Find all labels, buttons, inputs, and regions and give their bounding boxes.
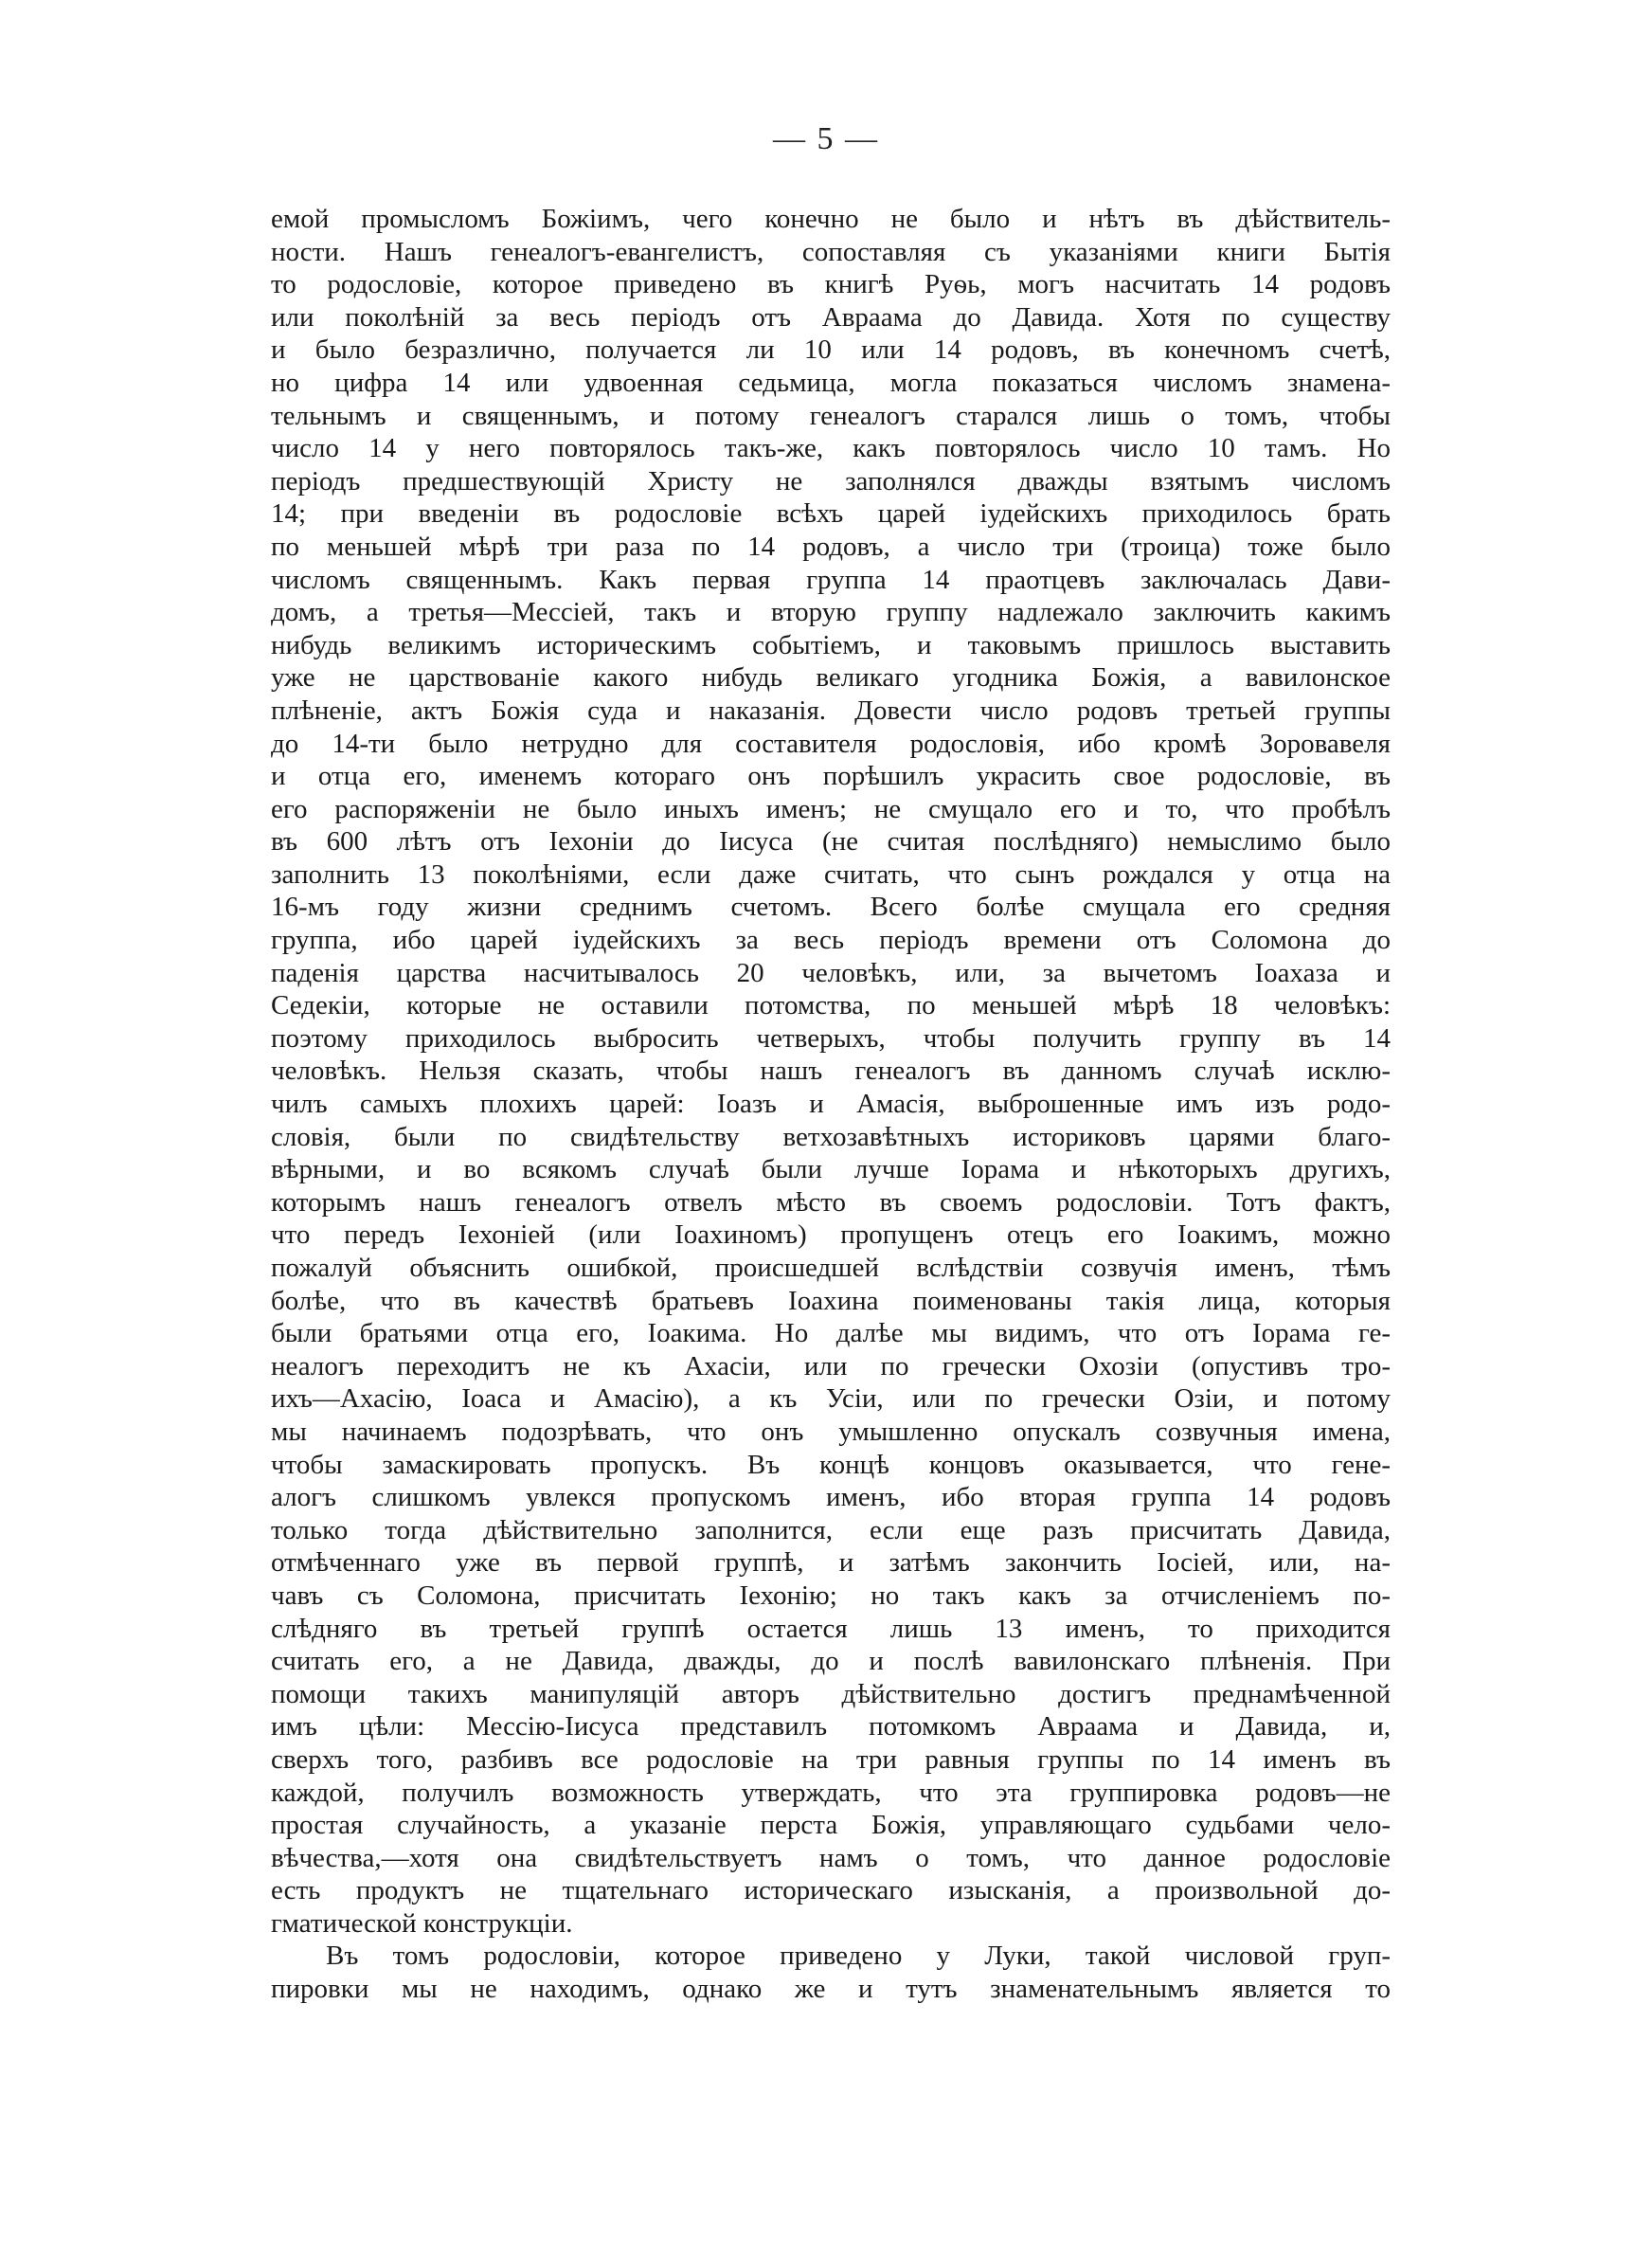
text-line: его распоряженіи не было иныхъ именъ; не смущало его и то, что пробѣлъ (271, 793, 1391, 824)
text-line: уже не царствованіе какого нибудь великаго угодника Божія, а вавилонское (271, 662, 1391, 694)
text-line: чавъ съ Соломона, присчитать Іехонію; но такъ какъ за отчисленіемъ по- (271, 1580, 1391, 1611)
text-line: пожалуй объяснить ошибкой, происшедшей вслѣдствіи созвучія именъ, тѣмъ (271, 1253, 1391, 1283)
text-line: или поколѣній за весь періодъ отъ Авраама до Давида. Хотя по существу (271, 301, 1391, 333)
text-line: только тогда дѣйствительно заполнится, если еще разъ присчитать Давида, (271, 1514, 1391, 1545)
text-line: отмѣченнаго уже въ первой группѣ, и затѣмъ закончить Іосіей, или, на- (271, 1547, 1391, 1579)
paragraph (271, 1940, 1391, 2005)
page-number: — 5 — (773, 121, 879, 156)
text-line: алогъ слишкомъ увлекся пропускомъ именъ, ибо вторая группа 14 родовъ (271, 1482, 1391, 1513)
text-line: до 14-ти было нетрудно для составителя родословія, ибо кромѣ Зоровавеля (271, 728, 1391, 759)
text-line: помощи такихъ манипуляцій авторъ дѣйствительно достигъ преднамѣченной (271, 1678, 1391, 1709)
text-line: каждой, получилъ возможность утверждать, что эта группировка родовъ—не (271, 1777, 1391, 1808)
text-line: и было безразлично, получается ли 10 или 14 родовъ, въ конечномъ счетѣ, (271, 334, 1391, 366)
text-line: домъ, а третья—Мессіей, такъ и вторую группу надлежало заключить какимъ (271, 597, 1391, 628)
text-line: по меньшей мѣрѣ три раза по 14 родовъ, а число три (троица) тоже было (271, 531, 1391, 562)
text-line: паденія царства насчитывалось 20 человѣкъ, или, за вычетомъ Іоахаза и (271, 957, 1391, 988)
text-line: пировки мы не находимъ, однако же и тутъ знаменательнымъ является то (271, 1974, 1391, 2005)
text-line: вѣчества,—хотя она свидѣтельствуетъ намъ о томъ, что данное родословіе (271, 1842, 1391, 1873)
text-line: болѣе, что въ качествѣ братьевъ Іоахина поименованы такія лица, которыя (271, 1285, 1391, 1316)
body-text (271, 203, 1391, 2006)
text-line: были братьями отца его, Іоакима. Но далѣе мы видимъ, что отъ Іорама ге- (271, 1318, 1391, 1349)
text-line: мы начинаемъ подозрѣвать, что онъ умышленно опускалъ созвучныя имена, (271, 1416, 1391, 1447)
text-line: вѣрными, и во всякомъ случаѣ были лучше Іорама и нѣкоторыхъ другихъ, (271, 1154, 1391, 1185)
text-line: есть продуктъ не тщательнаго историческаго изысканія, а произвольной до- (271, 1875, 1391, 1906)
text-line: которымъ нашъ генеалогъ отвелъ мѣсто въ своемъ родословіи. Тотъ фактъ, (271, 1186, 1391, 1218)
text-line: тельнымъ и священнымъ, и потому генеалогъ старался лишь о томъ, чтобы (271, 400, 1391, 431)
text-line: ихъ—Ахасію, Іоаса и Амасію), а къ Усіи, или по гречески Озіи, и потому (271, 1383, 1391, 1415)
text-line: емой промысломъ Божіимъ, чего конечно не было и нѣтъ въ дѣйствитель- (271, 204, 1391, 234)
text-line: считать его, а не Давида, дважды, до и послѣ вавилонскаго плѣненія. При (271, 1646, 1391, 1677)
text-line: числомъ священнымъ. Какъ первая группа 14 праотцевъ заключалась Дави- (271, 564, 1391, 595)
text-line: поэтому приходилось выбросить четверыхъ, чтобы получить группу въ 14 (271, 1022, 1391, 1054)
text-line: сверхъ того, разбивъ все родословіе на три равныя группы по 14 именъ въ (271, 1743, 1391, 1775)
text-line: заполнить 13 поколѣніями, если даже считать, что сынъ рождался у отца на (271, 858, 1391, 890)
text-line: періодъ предшествующій Христу не заполнялся дважды взятымъ числомъ (271, 465, 1391, 497)
text-line: Въ томъ родословіи, которое приведено у Луки, такой числовой груп- (326, 1941, 1391, 1972)
text-line: плѣненіе, актъ Божія суда и наказанія. Довести число родовъ третьей группы (271, 695, 1391, 726)
text-line: чилъ самыхъ плохихъ царей: Іоазъ и Амасія, выброшенные имъ изъ родо- (271, 1089, 1391, 1120)
text-line: ности. Нашъ генеалогъ-евангелистъ, сопоставляя съ указаніями книги Бытія (271, 236, 1391, 267)
text-line: гматической конструкціи. (271, 1907, 573, 1939)
text-line: человѣкъ. Нельзя сказать, чтобы нашъ генеалогъ въ данномъ случаѣ исклю- (271, 1056, 1391, 1087)
text-line: простая случайность, а указаніе перста Божія, управляющаго судьбами чело- (271, 1810, 1391, 1841)
text-line: число 14 у него повторялось такъ-же, какъ повторялось число 10 тамъ. Но (271, 433, 1391, 464)
text-line: 14; при введеніи въ родословіе всѣхъ царей іудейскихъ приходилось брать (271, 498, 1391, 530)
text-line: въ 600 лѣтъ отъ Іехоніи до Іисуса (не считая послѣдняго) немыслимо было (271, 826, 1391, 858)
text-line: Седекіи, которые не оставили потомства, по меньшей мѣрѣ 18 человѣкъ: (271, 990, 1391, 1021)
text-line: группа, ибо царей іудейскихъ за весь періодъ времени отъ Соломона до (271, 925, 1391, 956)
text-line: нибудь великимъ историческимъ событіемъ, и таковымъ пришлось выставить (271, 629, 1391, 660)
text-line: неалогъ переходитъ не къ Ахасіи, или по гречески Охозіи (опустивъ тро- (271, 1350, 1391, 1381)
text-line: то родословіе, которое приведено въ книгѣ Руѳь, могъ насчитать 14 родовъ (271, 269, 1391, 300)
text-line: но цифра 14 или удвоенная седьмица, могла показаться числомъ знамена- (271, 367, 1391, 398)
text-line: слѣдняго въ третьей группѣ остается лишь 13 именъ, то приходится (271, 1613, 1391, 1644)
text-line: словія, были по свидѣтельству ветхозавѣтныхъ историковъ царями благо- (271, 1121, 1391, 1152)
text-line: 16-мъ году жизни среднимъ счетомъ. Всего болѣе смущала его средняя (271, 892, 1391, 923)
text-line: имъ цѣли: Мессію-Іисуса представилъ потомкомъ Авраама и Давида, и, (271, 1711, 1391, 1742)
text-line: что передъ Іехоніей (или Іоахиномъ) пропущенъ отецъ его Іоакимъ, можно (271, 1219, 1391, 1251)
text-line: и отца его, именемъ котораго онъ порѣшилъ украсить свое родословіе, въ (271, 761, 1391, 792)
text-line: чтобы замаскировать пропускъ. Въ концѣ концовъ оказывается, что гене- (271, 1449, 1391, 1480)
paragraph (271, 203, 1391, 1940)
